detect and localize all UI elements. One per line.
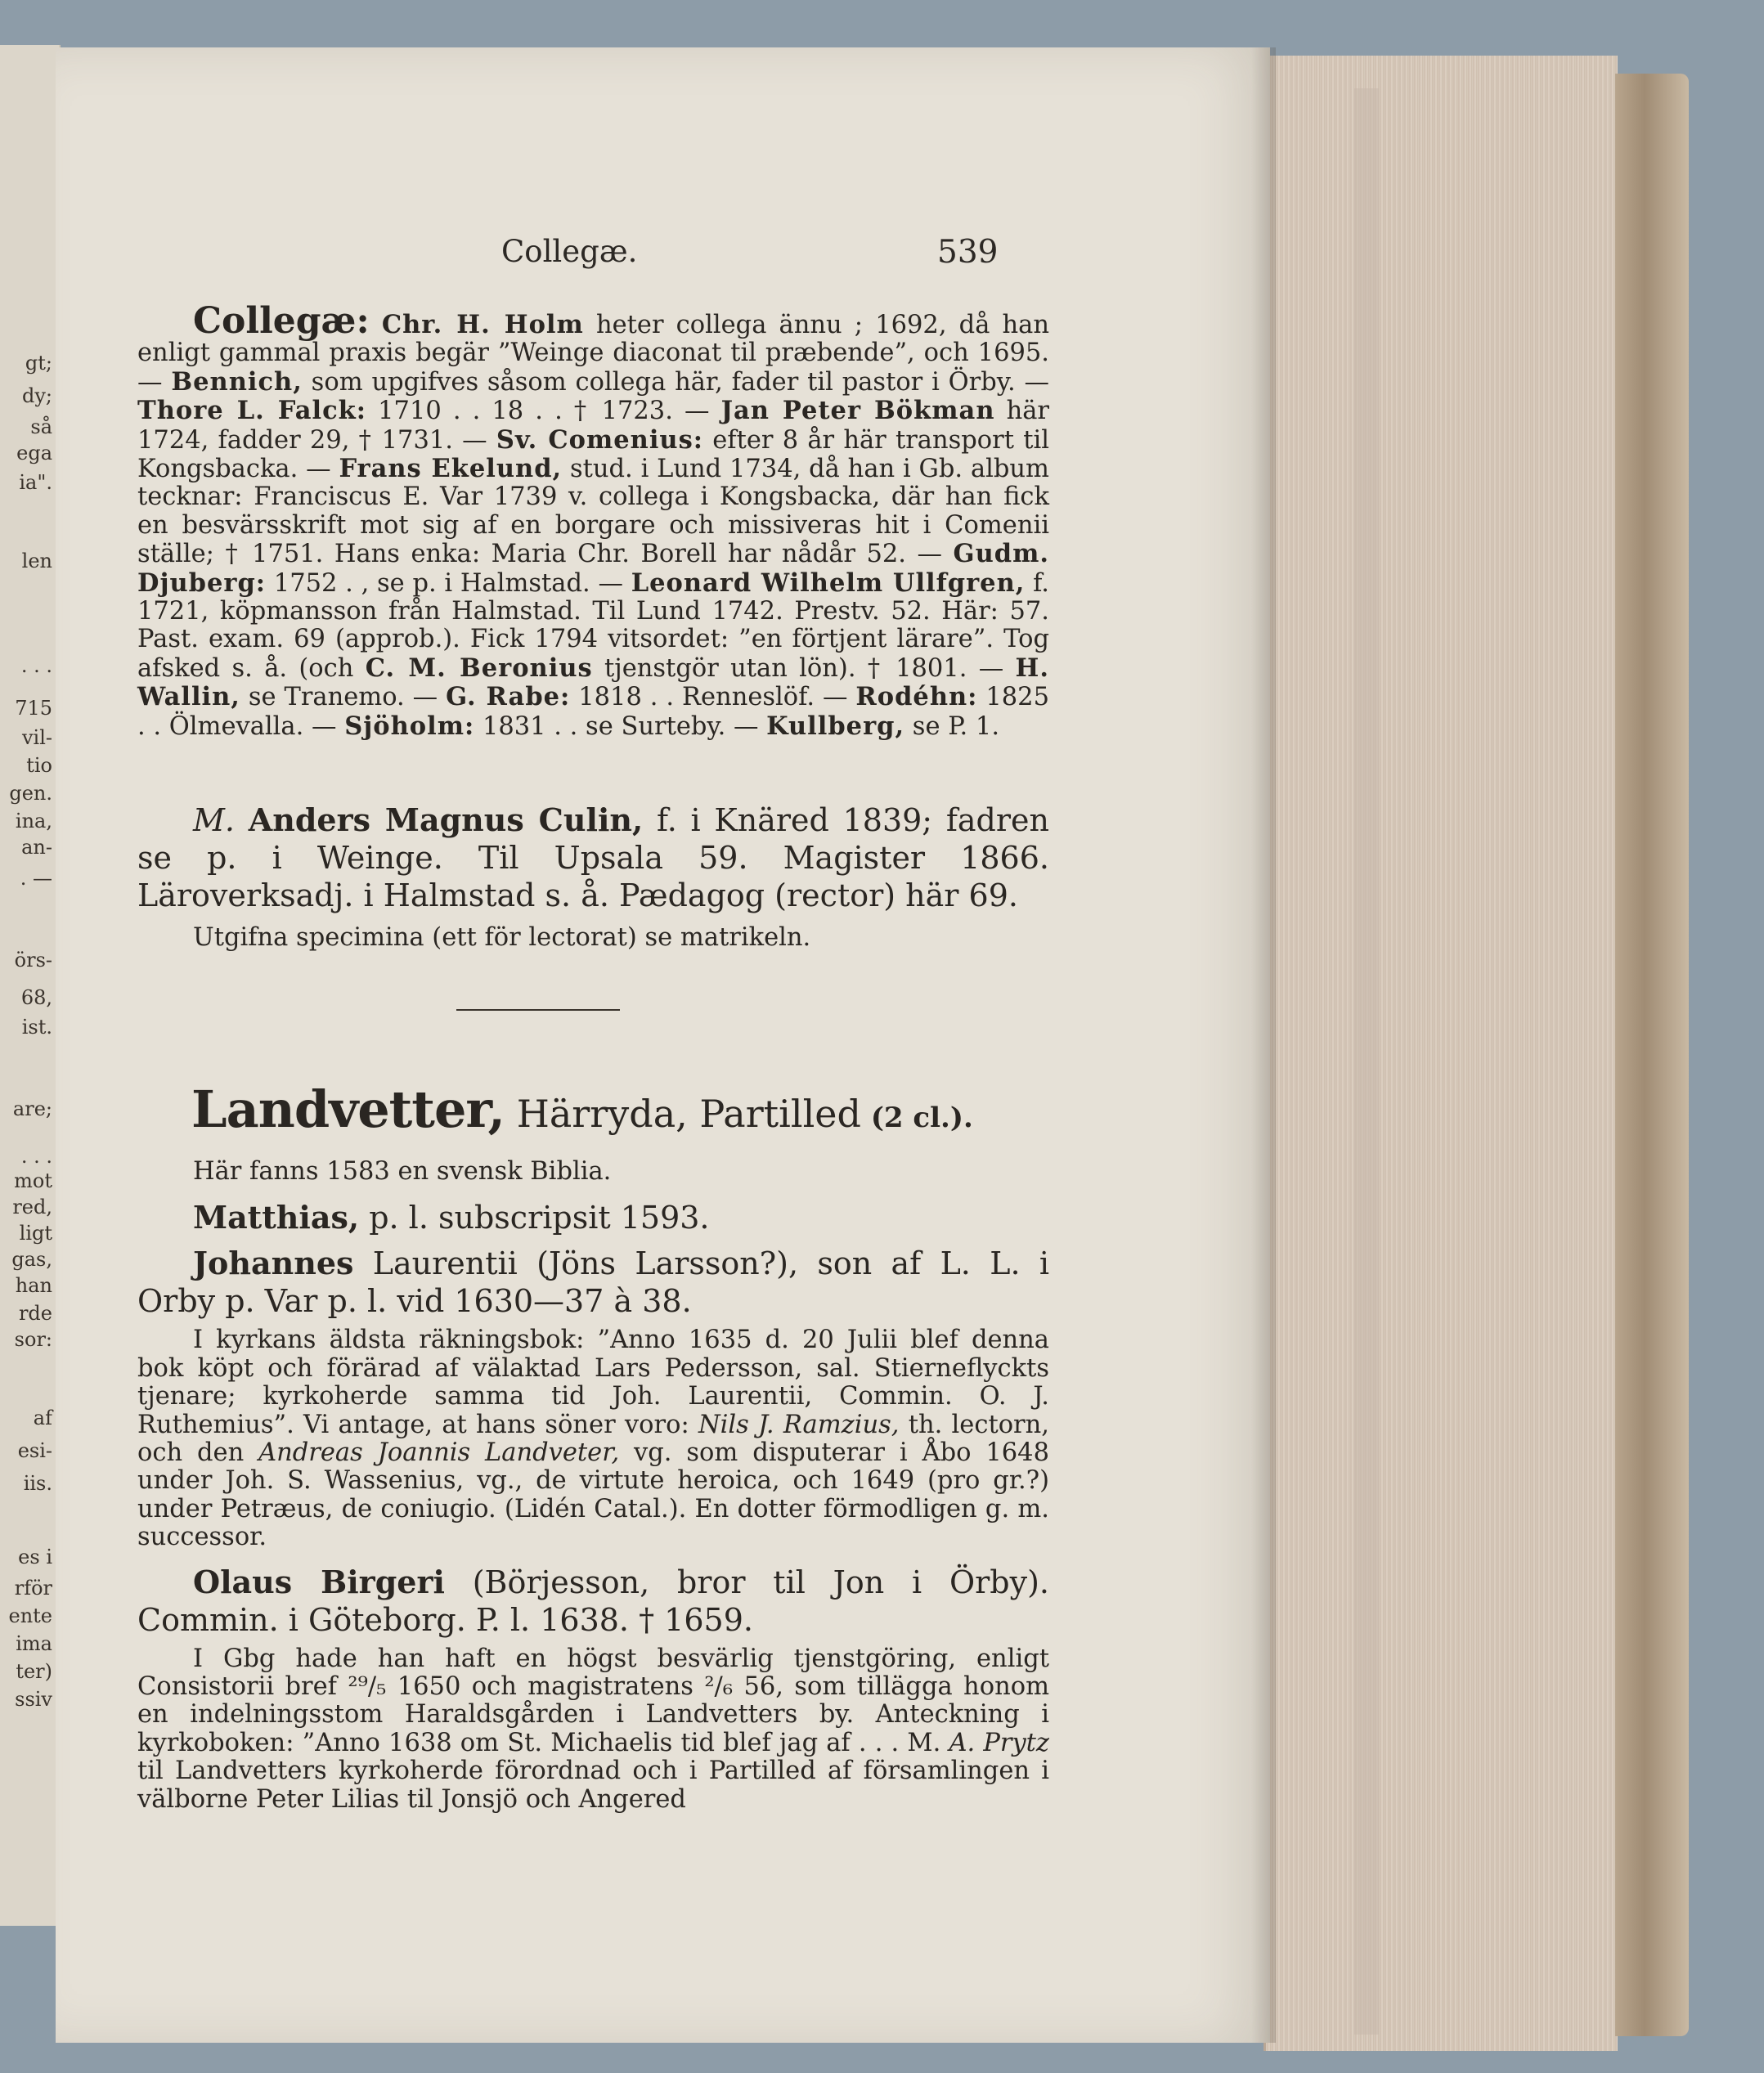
margin-fragment: ligt (19, 1222, 52, 1245)
section-name: Landvetter, (191, 1079, 505, 1139)
olaus-entry: Olaus Birgeri (Börjesson, bror til Jon i Örby). Commin. i Göteborg. P. l. 1638. † 1659. (137, 1563, 1050, 1638)
margin-fragment: iis. (23, 1472, 52, 1495)
collegae-lead: Collegæ: (193, 300, 370, 342)
margin-fragment: af (33, 1407, 52, 1429)
johannes-note: I kyrkans äldsta räkningsbok: ”Anno 1635 d. 20 Julii blef denna bok köpt och förärad af välaktad Lars Pedersson, sal. Stierneflyckts tjenare; kyrkoherde samma tid Joh. Laurentii, Commin. O. J. Ruthemius”. Vi antage, at hans söner voro: Nils J. Ramzius, th. lectorn, och den Andreas Joannis Landveter, vg. som disputerar i Åbo 1648 under Joh. S. Wassenius, vg., de virtute heroica, och 1649 (pro gr.?) under Petræus, de coniugio. (Lidén Catal.). En dotter förmodligen g. m. successor. (137, 1326, 1049, 1552)
name-kullberg: Kullberg, (766, 711, 905, 741)
running-header (56, 234, 1270, 271)
margin-fragment: rde (18, 1302, 52, 1325)
margin-fragment: rför (14, 1577, 52, 1600)
margin-fragment: så (30, 415, 52, 438)
section-divider (456, 1009, 620, 1011)
margin-fragment: ima (16, 1632, 52, 1655)
margin-fragment: 68, (20, 986, 52, 1009)
name-rabe: G. Rabe: (446, 682, 571, 712)
margin-fragment: ist. (21, 1016, 52, 1039)
margin-fragment: an- (21, 836, 52, 859)
matthias-entry: Matthias, p. l. subscripsit 1593. (193, 1199, 710, 1236)
culin-note: Utgifna specimina (ett för lectorat) se matrikeln. (193, 923, 811, 952)
margin-fragment: ega (16, 442, 52, 464)
book-page (56, 47, 1270, 2043)
margin-fragment: ter) (16, 1660, 52, 1683)
margin-fragment: are; (12, 1097, 52, 1120)
book-page-edges (1264, 56, 1618, 2051)
margin-fragment: es i (18, 1546, 52, 1568)
previous-page-edge (0, 45, 61, 1926)
collegae-paragraph: Collegæ: Chr. H. Holm heter collega ännu ; 1692, då han enligt gammal praxis begär ”Weinge diaconat til præbende”, och 1695. — Bennich, som upgifves såsom collega här, fader til pastor i Örby. — Thore L. Falck: 1710 . . 18 . . † 1723. — Jan Peter Bökman här 1724, fadder 29, † 1731. — Sv. Comenius: efter 8 år här transport til Kongsbacka. — Frans Ekelund, stud. i Lund 1734, då han i Gb. album tecknar: Franciscus E. Var 1739 v. collega i Kongsbacka, där han fick en besvärsskrift mot sig af en borgare och missiveras hit i Comenii ställe; † 1751. Hans enka: Maria Chr. Borell har nådår 52. — Gudm. Djuberg: 1752 . , se p. i Halmstad. — Leonard Wilhelm Ullfgren, f. 1721, köpmansson från Halmstad. Til Lund 1742. Prestv. 52. Här: 57. Past. exam. 69 (approb.). Fick 1794 vitsordet: ”en förtjent lärare”. Tog afsked s. å. (och C. M. Beronius tjenstgör utan lön). † 1801. — H. Wallin, se Tranemo. — G. Rabe: 1818 . . Renneslöf. — Rodéhn: 1825 . . Ölmevalla. — Sjöholm: 1831 . . se Surteby. — Kullberg, se P. 1. (137, 300, 1049, 741)
name-comenius: Sv. Comenius: (496, 424, 704, 455)
margin-fragment: gen. (9, 782, 52, 805)
margin-fragment: vil- (21, 726, 52, 749)
name-bennich: Bennich, (171, 366, 303, 397)
name-ullfgren: Leonard Wilhelm Ullfgren, (631, 568, 1026, 598)
margin-fragment: red, (12, 1196, 52, 1218)
margin-fragment: mot (14, 1169, 52, 1192)
margin-fragment: len (21, 550, 52, 572)
johannes-entry: Johannes Laurentii (Jöns Larsson?), son af L. L. i Orby p. Var p. l. vid 1630—37 à 38. (137, 1245, 1049, 1320)
landvetter-entries (137, 1158, 1049, 1814)
name-holm: Chr. H. Holm (381, 310, 584, 339)
margin-fragment: dy; (21, 384, 52, 407)
margin-fragment: esi- (17, 1439, 52, 1462)
name-wallin: H. Wallin, (137, 653, 1049, 712)
margin-fragment: örs- (14, 949, 52, 971)
margin-fragment: . — (20, 867, 52, 890)
margin-fragment: tio (26, 754, 52, 777)
margin-fragment: gas, (11, 1248, 52, 1271)
margin-fragment: ssiv (15, 1688, 52, 1711)
book-cover (1615, 74, 1689, 2036)
margin-fragment: han (15, 1274, 52, 1297)
name-beronius: C. M. Beronius (365, 653, 593, 683)
name-rodehn: Rodéhn: (855, 682, 978, 712)
margin-fragment: 715 (15, 697, 52, 720)
margin-fragment: . . . (20, 1145, 52, 1168)
name-falck: Thore L. Falck: (137, 396, 367, 426)
section-heading: Landvetter, Härryda, Partilled (2 cl.). (191, 1079, 973, 1139)
margin-fragment: . . . (20, 654, 52, 677)
olaus-note: I Gbg hade han haft en högst besvärlig tjenstgöring, enligt Consistorii bref ²⁹/₅ 1650 och magistratens ²/₆ 56, som tillägga honom en indelningsstom Haraldsgården i Landvetters by. Anteckning i kyrkoboken: ”Anno 1638 om St. Michaelis tid blef jag af . . . M. A. Prytz til Landvetters kyrkoherde förordnad och i Partilled af församlingen i välborne Peter Lilias til Jonsjö och Angered (137, 1644, 1049, 1814)
page-gutter-shadow (1251, 47, 1276, 2043)
name-bokman: Jan Peter Bökman (720, 396, 995, 426)
margin-fragment: sor: (14, 1328, 52, 1351)
culin-entry: M. Anders Magnus Culin, f. i Knäred 1839; fadren se p. i Weinge. Til Upsala 59. Magister 1866. Läroverksadj. i Halmstad s. å. Pædagog (rector) här 69. Utgifna specimina (ett för lectorat) se matrikeln. (137, 801, 1049, 952)
margin-fragment: gt; (25, 352, 52, 375)
margin-fragment: ente (8, 1604, 52, 1627)
name-sjoholm: Sjöholm: (344, 711, 475, 741)
name-ekelund: Frans Ekelund, (339, 454, 563, 484)
margin-fragment: ia". (19, 471, 52, 494)
page-number: 539 (937, 234, 999, 271)
running-title: Collegæ. (501, 234, 638, 269)
name-djuberg: Gudm. Djuberg: (137, 539, 1049, 598)
culin-name: Anders Magnus Culin, (248, 801, 644, 838)
margin-fragment: ina, (15, 810, 52, 832)
bibel-note: Här fanns 1583 en svensk Biblia. (193, 1157, 612, 1186)
